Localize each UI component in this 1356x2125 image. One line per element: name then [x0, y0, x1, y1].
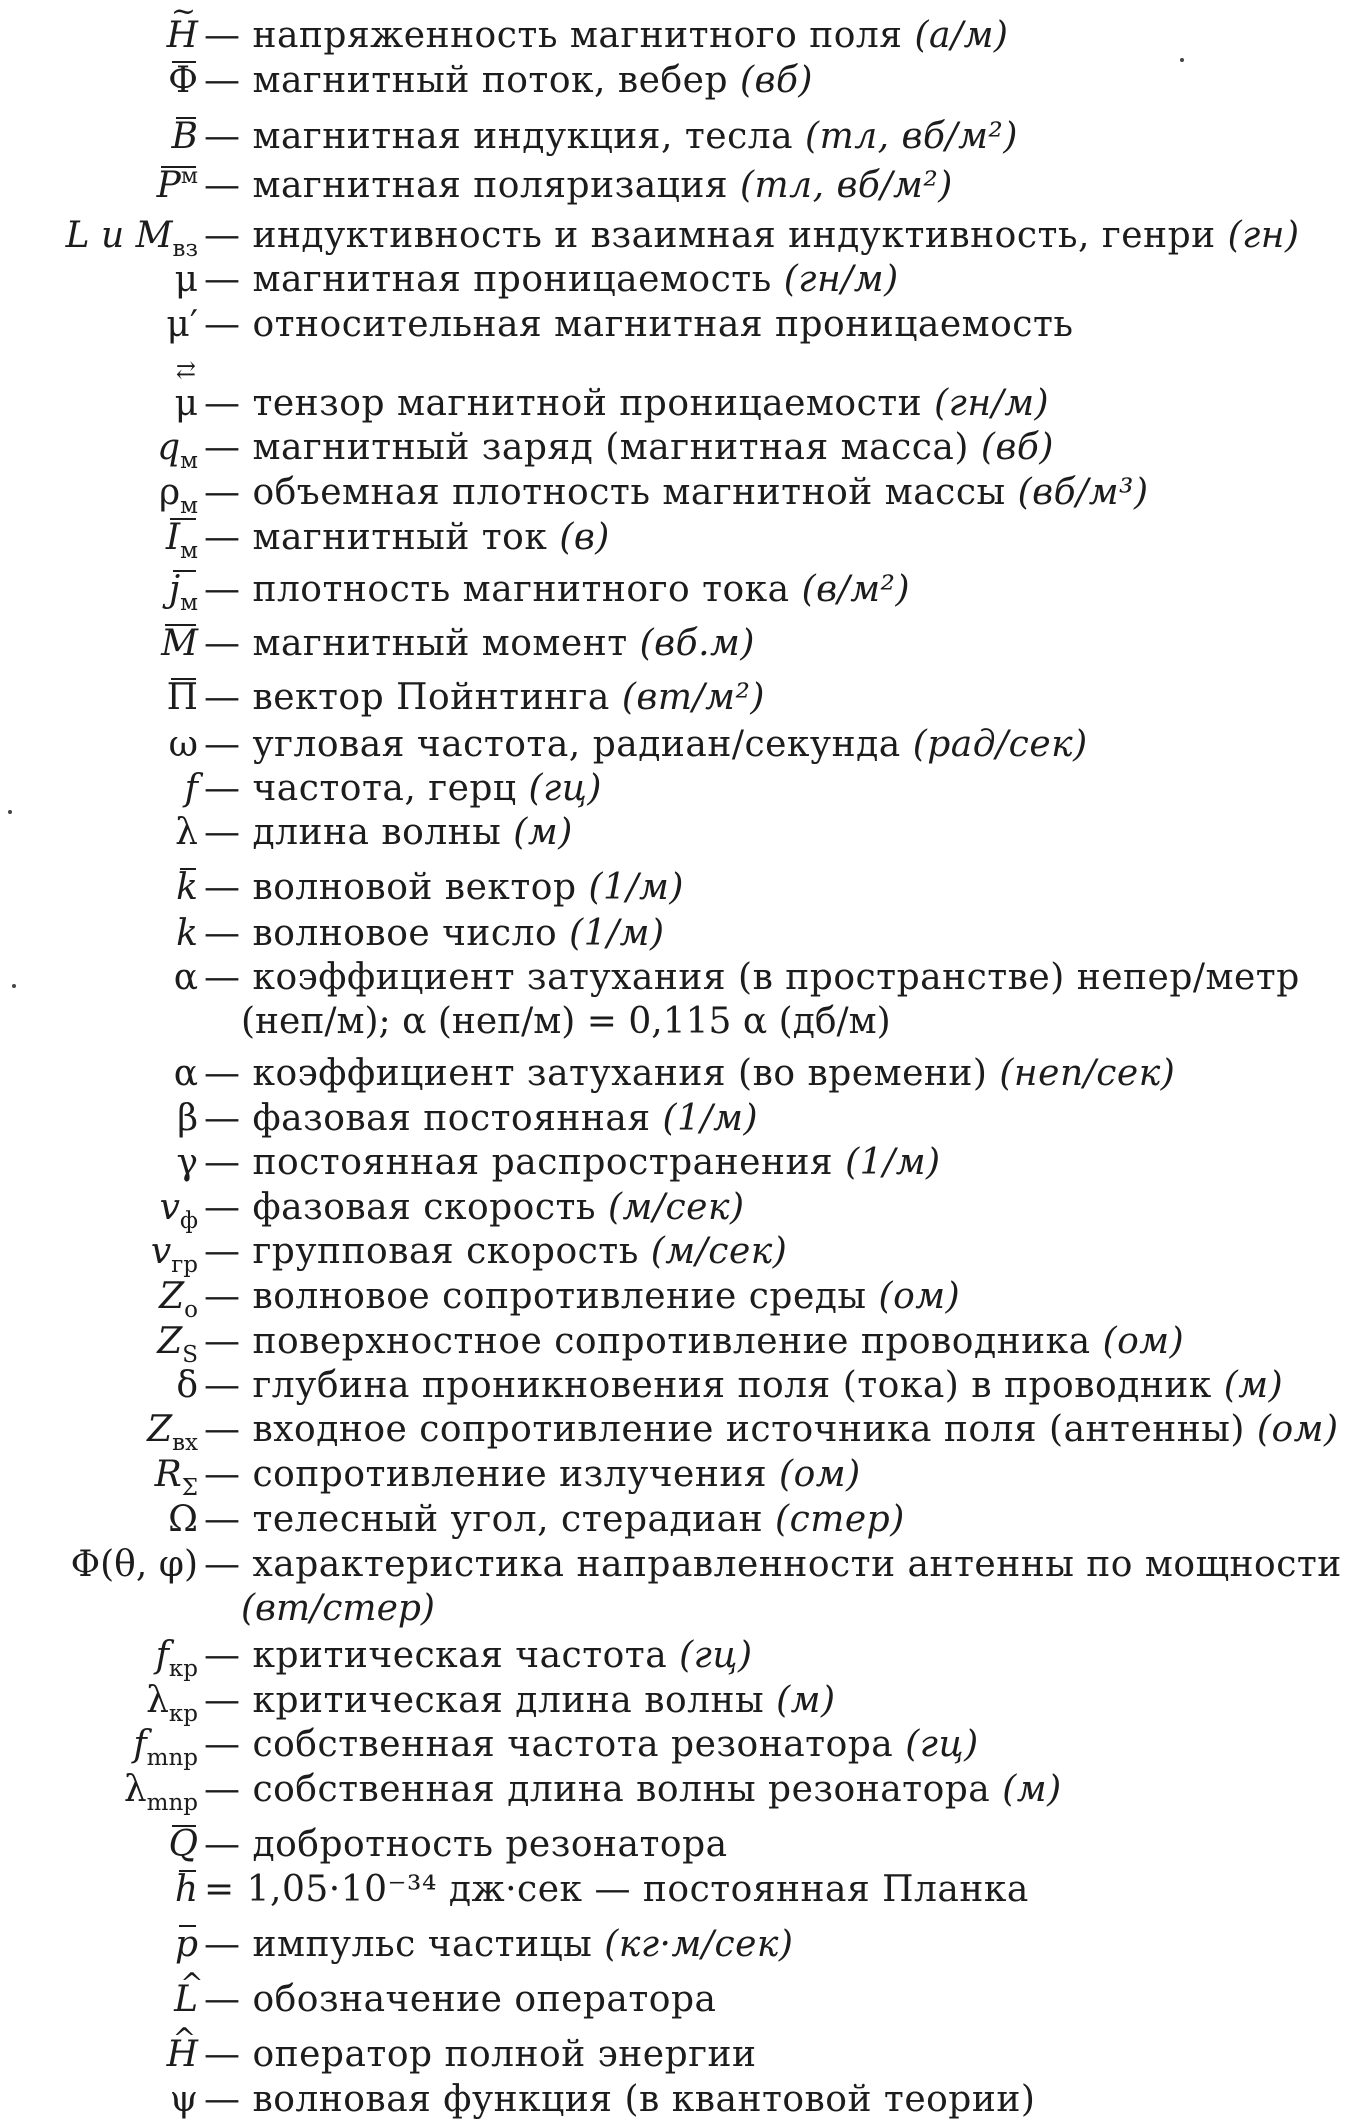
symbol: $\rho_м$ — [158, 472, 198, 519]
description: — глубина проникновения поля (тока) в проводник (м) — [204, 1365, 1284, 1406]
description: — собственная частота резонатора (гц) — [204, 1724, 979, 1765]
symbol: $\lambda_{mnp}$ — [123, 1769, 198, 1816]
description: — собственная длина волны резонатора (м) — [204, 1769, 1062, 1810]
symbol: ω — [168, 724, 198, 765]
symbol: Ω — [168, 1499, 198, 1540]
symbol: П — [166, 677, 198, 718]
description: — волновая функция (в квантовой теории) — [204, 2079, 1036, 2120]
symbol: $Z_{вх}$ — [147, 1409, 198, 1456]
description: — коэффициент затухания (в пространстве) непер/метр — [204, 957, 1300, 998]
description-continuation: (неп/м); α (неп/м) = 0,115 α (дб/м) — [241, 1001, 891, 1042]
symbol: f — [184, 768, 198, 809]
description: — относительная магнитная проницаемость — [204, 304, 1074, 345]
symbol: $\lambda_{кр}$ — [146, 1680, 198, 1727]
symbol: $Z_S$ — [157, 1321, 198, 1368]
description: — входное сопротивление источника поля (антенны) (ом) — [204, 1409, 1339, 1450]
symbol: α — [173, 1053, 198, 1094]
symbol: μ′ — [166, 304, 198, 345]
description: — волновой вектор (1/м) — [204, 867, 684, 908]
symbol: $f_{mnp}$ — [133, 1724, 198, 1771]
description-continuation: (вт/стер) — [241, 1588, 435, 1629]
symbol: L и $M_{вз}$ — [65, 215, 198, 262]
description: — обозначение оператора — [204, 1979, 717, 2020]
symbol: $v_ф$ — [159, 1187, 198, 1234]
symbol: δ — [176, 1365, 198, 1406]
symbol: Q — [168, 1824, 198, 1865]
symbol: ^ L — [174, 1978, 198, 2022]
description: — групповая скорость (м/сек) — [204, 1231, 788, 1272]
description: — поверхностное сопротивление проводника (ом) — [204, 1321, 1185, 1362]
symbol: ⇄ μ — [175, 382, 198, 426]
description: — индуктивность и взаимная индуктивность, генри (гн) — [204, 215, 1300, 256]
symbol: $I_м$ — [165, 517, 198, 564]
symbol: M — [161, 623, 198, 664]
description: — критическая длина волны (м) — [204, 1680, 836, 1721]
symbol: Ф — [168, 60, 198, 101]
scan-speck — [8, 810, 12, 814]
scan-speck — [1180, 58, 1184, 62]
scan-speck — [12, 984, 16, 988]
symbol: $j_м$ — [168, 569, 198, 616]
description: — характеристика направленности антенны по мощности — [204, 1544, 1342, 1585]
description: — добротность резонатора — [204, 1824, 728, 1865]
description: — объемная плотность магнитной массы (вб/м³) — [204, 472, 1149, 513]
description: — импульс частицы (кг·м/сек) — [204, 1924, 794, 1965]
symbol: $v_{гр}$ — [150, 1231, 198, 1278]
description: — напряженность магнитного поля (а/м) — [204, 15, 1009, 56]
symbol: $R_\Sigma$ — [154, 1454, 198, 1501]
description: — вектор Пойнтинга (вт/м²) — [204, 677, 765, 718]
symbol: h — [174, 1869, 198, 1910]
symbol: B — [171, 116, 198, 157]
description: — фазовая постоянная (1/м) — [204, 1098, 759, 1139]
symbol: $q_м$ — [157, 427, 198, 474]
symbol: $P^м$ — [156, 164, 198, 206]
description: — фазовая скорость (м/сек) — [204, 1187, 745, 1228]
description: — магнитный поток, вебер (вб) — [204, 60, 813, 101]
description: — угловая частота, радиан/секунда (рад/сек) — [204, 724, 1088, 765]
description: — волновое сопротивление среды (ом) — [204, 1276, 961, 1317]
symbol: μ — [174, 259, 198, 300]
description: — плотность магнитного тока (в/м²) — [204, 569, 911, 610]
description: — волновое число (1/м) — [204, 913, 665, 954]
description: — длина волны (м) — [204, 812, 573, 853]
symbol: λ — [175, 812, 198, 853]
description: — магнитный момент (вб.м) — [204, 623, 755, 664]
description: — магнитная индукция, тесла (тл, вб/м²) — [204, 116, 1018, 157]
description: = 1,05·10⁻³⁴ дж·сек — постоянная Планка — [204, 1869, 1029, 1910]
description: — магнитная проницаемость (гн/м) — [204, 259, 899, 300]
symbol: α — [173, 957, 198, 998]
description: — магнитный ток (в) — [204, 517, 610, 558]
description: — частота, герц (гц) — [204, 768, 602, 809]
description: — постоянная распространения (1/м) — [204, 1142, 941, 1183]
symbol: β — [177, 1098, 198, 1139]
description: — тензор магнитной проницаемости (гн/м) — [204, 383, 1050, 424]
symbol: ψ — [169, 2079, 198, 2120]
symbol: p — [174, 1924, 198, 1965]
symbol: γ — [176, 1142, 198, 1183]
symbol: k — [176, 913, 198, 954]
description: — сопротивление излучения (ом) — [204, 1454, 861, 1495]
description: — оператор полной энергии — [204, 2034, 757, 2075]
symbol: k — [176, 867, 198, 908]
symbol: $Z_о$ — [159, 1276, 198, 1323]
symbol: Φ(θ, φ) — [70, 1544, 198, 1585]
description: — магнитная поляризация (тл, вб/м²) — [204, 165, 953, 206]
description: — магнитный заряд (магнитная масса) (вб) — [204, 427, 1054, 468]
symbol: $f_{кр}$ — [155, 1635, 198, 1682]
description: — критическая частота (гц) — [204, 1635, 753, 1676]
description: — телесный угол, стерадиан (стер) — [204, 1499, 905, 1540]
description: — коэффициент затухания (во времени) (неп/сек) — [204, 1053, 1176, 1094]
symbol: ^ H — [167, 2033, 198, 2077]
symbol: ~ H — [167, 14, 198, 58]
